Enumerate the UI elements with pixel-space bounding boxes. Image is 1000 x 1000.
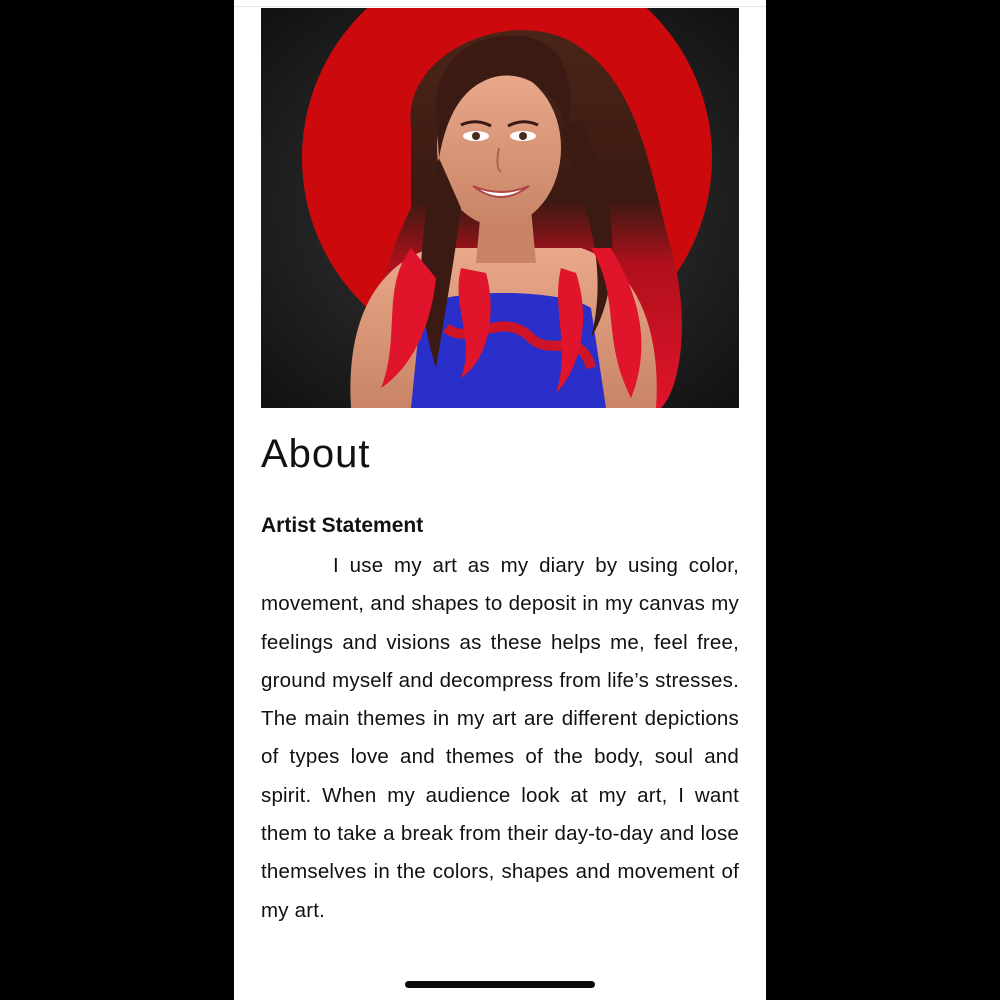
top-divider xyxy=(234,6,766,7)
artist-statement-text: I use my art as my diary by using color, movement, and shapes to deposit in my canvas my feelings and visions as these helps me, feel free, ground myself and decompress from life’s stresses. The main themes in my art are different depictions of types love and themes of the body, soul and spirit. When my audience look at my art, I want them to take a break from their day-to-day and lose themselves in the colors, shapes and movement of my art. xyxy=(261,554,739,922)
portrait-illustration xyxy=(261,8,739,408)
artist-statement-heading: Artist Statement xyxy=(261,514,424,537)
home-indicator-bar[interactable] xyxy=(405,981,595,988)
page-title: About xyxy=(261,432,371,476)
mobile-page xyxy=(234,0,766,1000)
artist-portrait-image xyxy=(261,8,739,408)
